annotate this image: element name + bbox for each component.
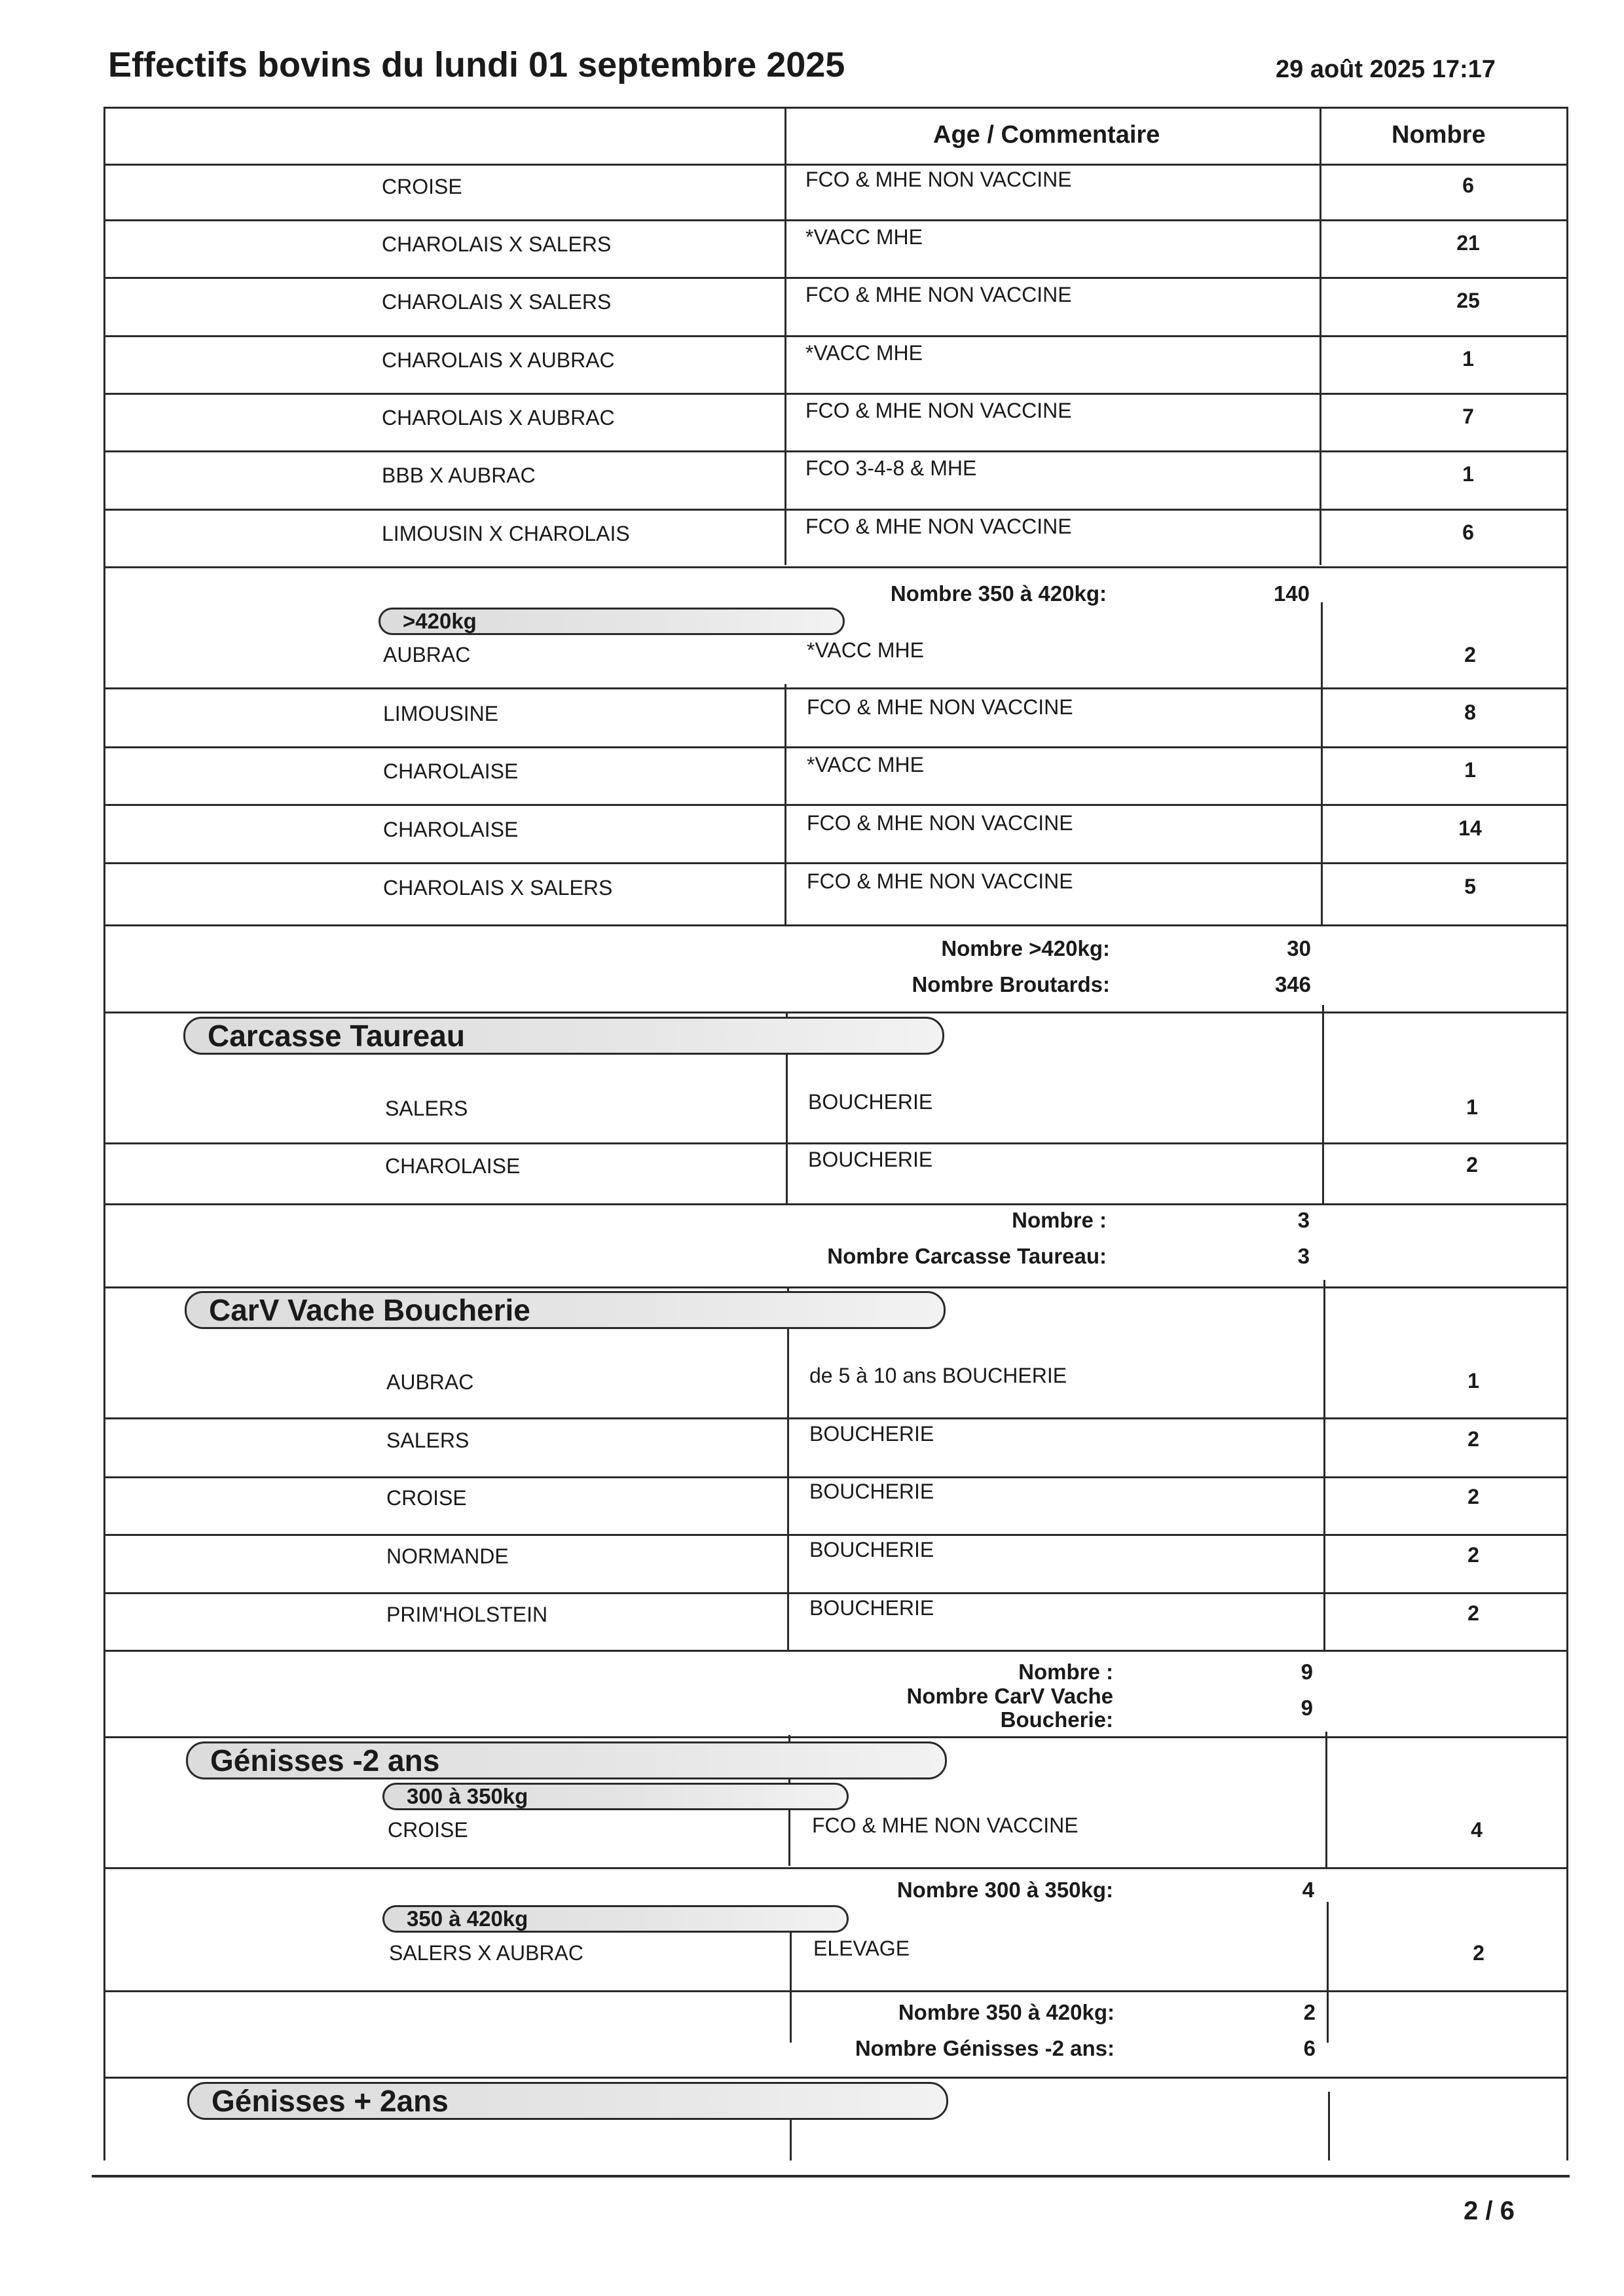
count-cell: 2 <box>1467 1427 1479 1451</box>
subtotal-label: Nombre >420kg: <box>941 936 1110 960</box>
subtotal-label: Nombre : <box>1018 1660 1113 1684</box>
subtotal-value: 2 <box>1303 2000 1316 2024</box>
print-timestamp: 29 août 2025 17:17 <box>1276 56 1496 83</box>
breed-cell: CHAROLAISE <box>385 1154 521 1178</box>
comment-cell: de 5 à 10 ans BOUCHERIE <box>809 1364 1067 1387</box>
comment-cell: ELEVAGE <box>813 1937 910 1960</box>
count-cell: 2 <box>1467 1601 1479 1625</box>
count-cell: 7 <box>1462 405 1474 428</box>
comment-cell: FCO & MHE NON VACCINE <box>807 869 1073 893</box>
count-cell: 1 <box>1462 462 1474 486</box>
count-cell: 1 <box>1462 347 1474 371</box>
count-cell: 6 <box>1462 520 1474 544</box>
breed-cell: CHAROLAISE <box>383 818 519 841</box>
subtotal-label: Nombre 350 à 420kg: <box>898 2000 1115 2024</box>
breed-cell: AUBRAC <box>386 1370 474 1394</box>
count-cell: 1 <box>1467 1369 1479 1393</box>
group-label-pill: >420kg <box>378 608 845 635</box>
count-cell: 6 <box>1462 173 1474 197</box>
count-cell: 2 <box>1467 1485 1479 1508</box>
breed-cell: SALERS X AUBRAC <box>389 1941 583 1965</box>
breed-cell: SALERS <box>385 1097 468 1120</box>
comment-cell: FCO & MHE NON VACCINE <box>812 1813 1079 1837</box>
section-title-pill: CarV Vache Boucherie <box>185 1291 946 1329</box>
count-cell: 4 <box>1471 1818 1483 1842</box>
total-value: 346 <box>1274 972 1311 996</box>
count-cell: 2 <box>1464 643 1476 666</box>
comment-cell: FCO & MHE NON VACCINE <box>805 283 1072 306</box>
comment-cell: FCO & MHE NON VACCINE <box>805 515 1072 538</box>
count-cell: 21 <box>1456 231 1480 255</box>
group-label-pill: 350 à 420kg <box>382 1905 849 1933</box>
comment-cell: FCO 3-4-8 & MHE <box>805 456 977 480</box>
subtotal-value: 30 <box>1287 936 1311 960</box>
count-cell: 2 <box>1466 1153 1478 1176</box>
breed-cell: PRIM'HOLSTEIN <box>386 1603 548 1626</box>
comment-cell: *VACC MHE <box>807 638 924 662</box>
subtotal-label: Nombre 350 à 420kg: <box>890 581 1107 606</box>
page-title: Effectifs bovins du lundi 01 septembre 2025 <box>108 45 845 84</box>
total-label: Boucherie: <box>1000 1707 1113 1732</box>
group-label-pill: 300 à 350kg <box>382 1783 849 1810</box>
subtotal-value: 140 <box>1273 581 1310 606</box>
total-label: Nombre Génisses -2 ans: <box>855 2036 1115 2060</box>
section-title-pill: Génisses -2 ans <box>186 1741 947 1779</box>
comment-cell: *VACC MHE <box>805 341 923 365</box>
breed-cell: CROISE <box>382 175 462 198</box>
comment-cell: *VACC MHE <box>807 753 924 776</box>
breed-cell: CHAROLAIS X AUBRAC <box>382 406 615 429</box>
breed-cell: LIMOUSIN X CHAROLAIS <box>382 522 630 545</box>
count-cell: 8 <box>1464 701 1476 724</box>
comment-cell: FCO & MHE NON VACCINE <box>805 399 1072 422</box>
count-cell: 2 <box>1467 1543 1479 1567</box>
column-header-nombre: Nombre <box>1392 121 1486 149</box>
subtotal-value: 3 <box>1297 1208 1310 1232</box>
section-title-pill: Carcasse Taureau <box>183 1017 944 1055</box>
comment-cell: FCO & MHE NON VACCINE <box>807 695 1073 719</box>
page-number: 2 / 6 <box>1464 2196 1515 2225</box>
count-cell: 14 <box>1458 816 1482 840</box>
subtotal-label: Nombre : <box>1012 1208 1107 1232</box>
count-cell: 25 <box>1456 289 1480 312</box>
subtotal-value: 4 <box>1302 1878 1314 1902</box>
breed-cell: CROISE <box>386 1486 467 1510</box>
count-cell: 2 <box>1473 1941 1485 1965</box>
column-header-age: Age / Commentaire <box>933 121 1160 149</box>
breed-cell: AUBRAC <box>383 643 471 666</box>
total-label: Nombre CarV Vache <box>906 1684 1113 1708</box>
breed-cell: LIMOUSINE <box>383 702 499 725</box>
breed-cell: CHAROLAIS X SALERS <box>382 290 612 314</box>
total-label: Nombre Broutards: <box>912 972 1110 996</box>
breed-cell: NORMANDE <box>386 1544 509 1568</box>
total-label: Nombre Carcasse Taureau: <box>827 1244 1107 1268</box>
comment-cell: BOUCHERIE <box>809 1538 934 1561</box>
comment-cell: BOUCHERIE <box>809 1596 934 1620</box>
breed-cell: CHAROLAISE <box>383 759 519 783</box>
total-value: 9 <box>1301 1696 1313 1720</box>
breed-cell: CROISE <box>388 1818 468 1842</box>
total-value: 6 <box>1303 2036 1316 2060</box>
breed-cell: SALERS <box>386 1429 470 1452</box>
count-cell: 1 <box>1466 1095 1478 1119</box>
breed-cell: BBB X AUBRAC <box>382 464 536 487</box>
section-title-pill: Génisses + 2ans <box>187 2082 948 2120</box>
comment-cell: BOUCHERIE <box>808 1090 933 1114</box>
count-cell: 5 <box>1464 875 1476 898</box>
count-cell: 1 <box>1464 758 1476 782</box>
breed-cell: CHAROLAIS X SALERS <box>383 876 613 900</box>
comment-cell: BOUCHERIE <box>809 1422 934 1446</box>
comment-cell: FCO & MHE NON VACCINE <box>807 811 1073 835</box>
comment-cell: BOUCHERIE <box>808 1148 933 1171</box>
subtotal-label: Nombre 300 à 350kg: <box>896 1878 1113 1902</box>
comment-cell: FCO & MHE NON VACCINE <box>805 168 1072 191</box>
subtotal-value: 9 <box>1301 1660 1313 1684</box>
breed-cell: CHAROLAIS X AUBRAC <box>382 348 615 372</box>
breed-cell: CHAROLAIS X SALERS <box>382 232 612 256</box>
comment-cell: *VACC MHE <box>805 225 923 249</box>
comment-cell: BOUCHERIE <box>809 1480 934 1503</box>
total-value: 3 <box>1297 1244 1310 1268</box>
